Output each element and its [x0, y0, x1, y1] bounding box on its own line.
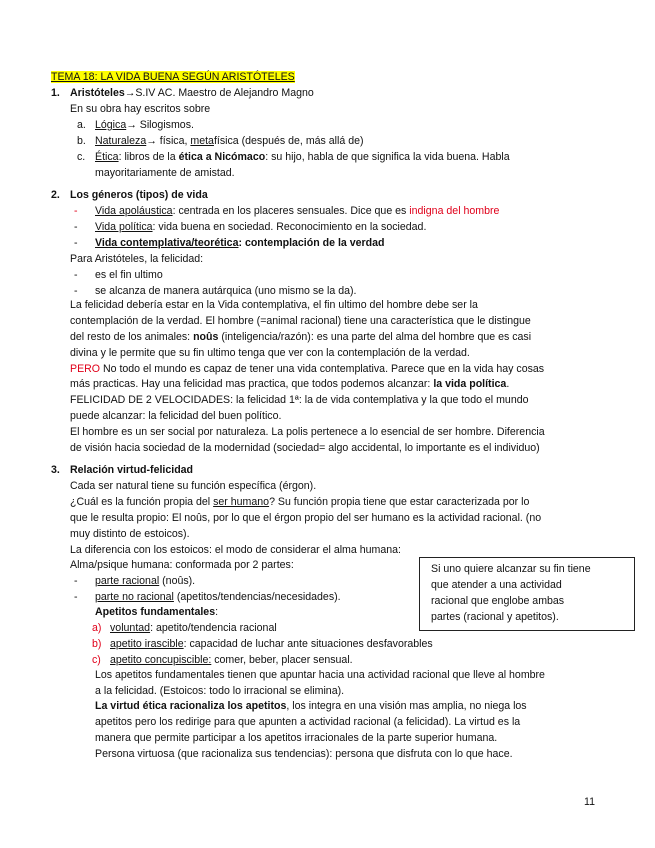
apetitos-heading: Apetitos fundamentales:: [95, 606, 219, 618]
section-3-number: 3.: [51, 464, 60, 476]
paragraph-line: del resto de los animales: noûs (inteligencia/razón): es una parte del alma del hombre que es casi: [70, 331, 532, 343]
paragraph-line: Alma/psique humana: conformada por 2 partes:: [70, 559, 294, 571]
list-marker-b: b.: [77, 135, 86, 147]
item-naturaleza: Naturaleza→ física, metafísica (después de, más allá de): [95, 135, 364, 147]
apetito-voluntad: voluntad: apetito/tendencia racional: [110, 622, 277, 634]
paragraph-line: contemplación de la verdad. El hombre (=animal racional) tiene una característica que le distingue: [70, 315, 531, 327]
felicidad-point-2: se alcanza de manera autárquica (uno mismo se la da).: [95, 285, 357, 297]
paragraph-line: más practicas. Hay una felicidad mas practica, que todos podemos alcanzar: la vida política.: [70, 378, 510, 390]
item-etica: Ética: libros de la ética a Nicómaco: su hijo, habla de que significa la vida buena. Habla: [95, 151, 510, 163]
vida-contemplativa: Vida contemplativa/teorética: contemplación de la verdad: [95, 237, 385, 249]
bullet-dash: -: [74, 205, 78, 217]
paragraph-line: PERO No todo el mundo es capaz de tener una vida contemplativa. Parece que en la vida hay cosas: [70, 363, 545, 375]
paragraph-line: que le resulta propio: El noûs, por lo que el érgon propio del ser humano es la actividad racional. (no: [70, 512, 542, 524]
section-3-heading: Relación virtud-felicidad: [70, 464, 194, 476]
paragraph-line: Los apetitos fundamentales tienen que apuntar hacia una actividad racional que lleve al hombre: [95, 669, 545, 681]
paragraph-line: Cada ser natural tiene su función específica (érgon).: [70, 480, 317, 492]
paragraph-line: muy distinto de estoicos).: [70, 528, 190, 540]
parte-racional: parte racional (noûs).: [95, 575, 196, 587]
item-logica: Lógica→ Silogismos.: [95, 119, 194, 131]
paragraph-line: divina y le permite que su fin ultimo tenga que ver con la contemplación de la verdad.: [70, 347, 470, 359]
note-line: racional que englobe ambas: [431, 595, 565, 607]
item-etica-cont: mayoritariamente de amistad.: [95, 167, 235, 179]
section-1-heading: Aristóteles→S.IV AC. Maestro de Alejandro Magno: [70, 87, 314, 99]
bullet-dash: -: [74, 575, 78, 587]
section-1-intro: En su obra hay escritos sobre: [70, 103, 211, 115]
paragraph-line: La virtud ética racionaliza los apetitos, los integra en una visión mas amplia, no niega los: [95, 700, 527, 712]
paragraph-line: Persona virtuosa (que racionaliza sus tendencias): persona que disfruta con lo que hace.: [95, 748, 513, 760]
paragraph-line: ¿Cuál es la función propia del ser humano? Su función propia tiene que estar caracterizada por lo: [70, 496, 530, 508]
note-line: Si uno quiere alcanzar su fin tiene: [431, 563, 591, 575]
list-marker-a: a): [92, 622, 102, 634]
paragraph-line: La felicidad debería estar en la Vida contemplativa, el fin ultimo del hombre debe ser la: [70, 299, 478, 311]
paragraph-line: a la felicidad. (Estoicos: todo lo irracional se elimina).: [95, 685, 345, 697]
vida-apolaustica: Vida apoláustica: centrada en los placeres sensuales. Dice que es indigna del hombre: [95, 205, 500, 217]
bullet-dash: -: [74, 237, 78, 249]
paragraph-line: FELICIDAD DE 2 VELOCIDADES: la felicidad 1ª: la de vida contemplativa y la que todo el mundo: [70, 394, 529, 406]
note-line: que atender a una actividad: [431, 579, 562, 591]
bullet-dash: -: [74, 269, 78, 281]
paragraph-line: apetitos pero los redirige para que apunten a actividad racional (a felicidad). La virtud es la: [95, 716, 521, 728]
list-marker-b: b): [92, 638, 102, 650]
apetito-concupiscible: apetito concupiscible: comer, beber, placer sensual.: [110, 654, 353, 666]
page-title: [51, 70, 295, 85]
felicidad-point-1: es el fin ultimo: [95, 269, 163, 281]
bullet-dash: -: [74, 285, 78, 297]
section-2-number: 2.: [51, 189, 60, 201]
list-marker-c: c): [92, 654, 101, 666]
section-2-heading: Los géneros (tipos) de vida: [70, 189, 208, 201]
apetito-irascible: apetito irascible: capacidad de luchar ante situaciones desfavorables: [110, 638, 433, 650]
note-line: partes (racional y apetitos).: [431, 611, 559, 623]
paragraph-line: manera que permite participar a los apetitos irracionales de la parte superior humana.: [95, 732, 498, 744]
paragraph-line: puede alcanzar: la felicidad del buen político.: [70, 410, 282, 422]
parte-no-racional: parte no racional (apetitos/tendencias/necesidades).: [95, 591, 341, 603]
page-number: 11: [584, 796, 595, 808]
paragraph-line: El hombre es un ser social por naturaleza. La polis pertenece a lo esencial de ser hombre. Diferencia: [70, 426, 545, 438]
paragraph-line: de visión hacia sociedad de la modernidad (sociedad= algo accidental, lo importante es el individuo): [70, 442, 540, 454]
bullet-dash: -: [74, 221, 78, 233]
felicidad-intro: Para Aristóteles, la felicidad:: [70, 253, 204, 265]
paragraph-line: La diferencia con los estoicos: el modo de considerar el alma humana:: [70, 544, 401, 556]
note-box: [419, 557, 635, 631]
vida-politica: Vida política: vida buena en sociedad. Reconocimiento en la sociedad.: [95, 221, 427, 233]
title-highlight: TEMA 18: LA VIDA BUENA SEGÚN ARISTÓTELES: [51, 71, 295, 83]
section-1-number: 1.: [51, 87, 60, 99]
list-marker-c: c.: [77, 151, 86, 163]
bullet-dash: -: [74, 591, 78, 603]
list-marker-a: a.: [77, 119, 86, 131]
